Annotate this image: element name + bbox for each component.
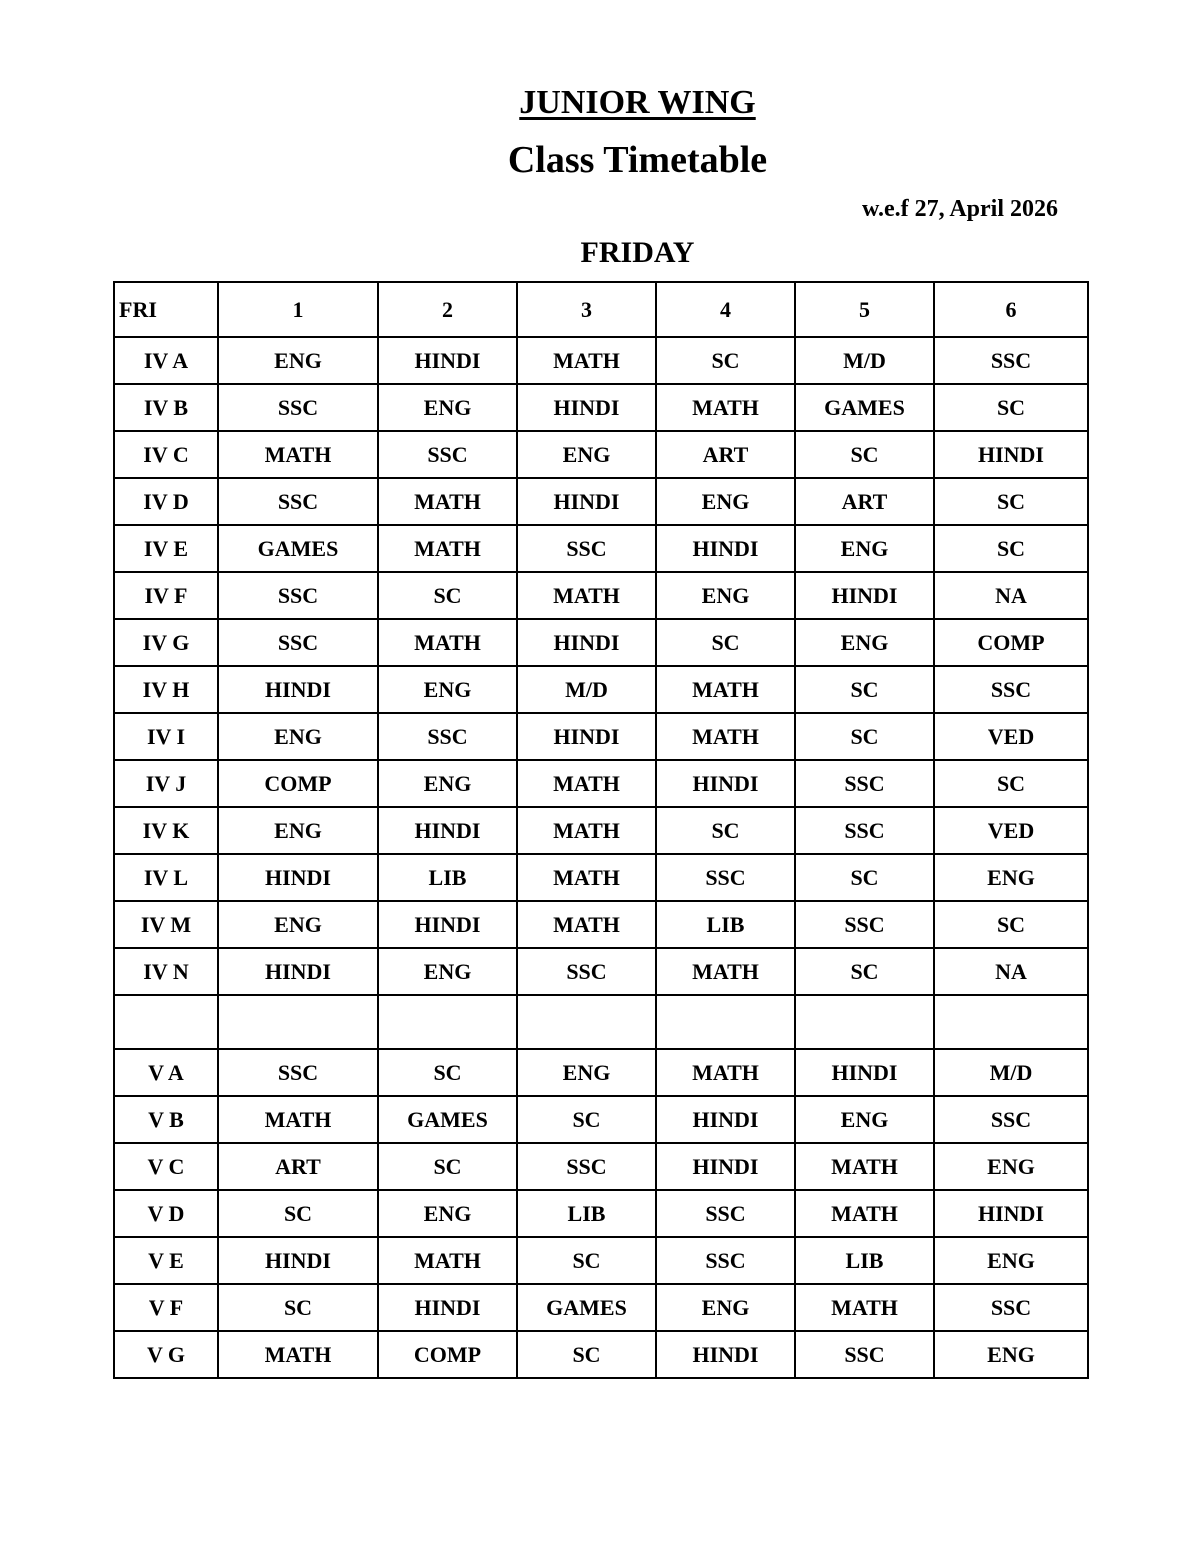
period-cell: SC: [656, 619, 795, 666]
period-cell: SC: [656, 337, 795, 384]
class-label: V A: [114, 1049, 218, 1096]
class-label: IV F: [114, 572, 218, 619]
period-cell: LIB: [795, 1237, 934, 1284]
period-cell: ENG: [378, 384, 517, 431]
class-label: IV K: [114, 807, 218, 854]
period-cell: SSC: [378, 713, 517, 760]
period-cell: ENG: [517, 1049, 656, 1096]
class-label: V G: [114, 1331, 218, 1378]
table-row: [114, 1049, 1088, 1096]
period-cell: HINDI: [795, 572, 934, 619]
period-cell: [934, 995, 1088, 1049]
period-cell: SSC: [378, 431, 517, 478]
period-cell: SC: [218, 1284, 378, 1331]
period-cell: HINDI: [218, 948, 378, 995]
period-cell: ENG: [378, 666, 517, 713]
column-header: 4: [656, 282, 795, 337]
period-cell: SC: [934, 901, 1088, 948]
period-cell: SSC: [218, 384, 378, 431]
period-cell: MATH: [656, 666, 795, 713]
period-cell: COMP: [378, 1331, 517, 1378]
period-cell: ENG: [378, 760, 517, 807]
period-cell: [517, 995, 656, 1049]
period-cell: ENG: [934, 1143, 1088, 1190]
period-cell: HINDI: [517, 384, 656, 431]
table-row: [114, 384, 1088, 431]
period-cell: HINDI: [656, 760, 795, 807]
period-cell: HINDI: [517, 619, 656, 666]
period-cell: COMP: [218, 760, 378, 807]
period-cell: ART: [218, 1143, 378, 1190]
period-cell: HINDI: [378, 901, 517, 948]
period-cell: SSC: [795, 1331, 934, 1378]
period-cell: SC: [656, 807, 795, 854]
column-header: FRI: [114, 282, 218, 337]
period-cell: SC: [517, 1331, 656, 1378]
period-cell: NA: [934, 572, 1088, 619]
period-cell: SC: [795, 854, 934, 901]
period-cell: M/D: [934, 1049, 1088, 1096]
table-row: [114, 1331, 1088, 1378]
period-cell: SSC: [517, 948, 656, 995]
period-cell: [218, 995, 378, 1049]
period-cell: COMP: [934, 619, 1088, 666]
class-label: IV M: [114, 901, 218, 948]
header-row: [114, 282, 1088, 337]
period-cell: VED: [934, 713, 1088, 760]
period-cell: SSC: [934, 1284, 1088, 1331]
period-cell: SSC: [656, 1190, 795, 1237]
period-cell: MATH: [795, 1190, 934, 1237]
period-cell: GAMES: [218, 525, 378, 572]
column-header: 1: [218, 282, 378, 337]
period-cell: LIB: [378, 854, 517, 901]
period-cell: MATH: [517, 337, 656, 384]
period-cell: MATH: [378, 619, 517, 666]
period-cell: MATH: [517, 854, 656, 901]
period-cell: ENG: [656, 572, 795, 619]
table-row: [114, 713, 1088, 760]
period-cell: SC: [378, 572, 517, 619]
table-row: [114, 1143, 1088, 1190]
class-label: IV L: [114, 854, 218, 901]
period-cell: MATH: [517, 572, 656, 619]
period-cell: HINDI: [378, 337, 517, 384]
period-cell: SC: [934, 478, 1088, 525]
period-cell: SC: [218, 1190, 378, 1237]
page-subtitle: Class Timetable: [507, 139, 768, 181]
period-cell: SSC: [934, 337, 1088, 384]
period-cell: HINDI: [656, 1096, 795, 1143]
period-cell: MATH: [517, 901, 656, 948]
table-row: [114, 854, 1088, 901]
period-cell: ENG: [656, 478, 795, 525]
period-cell: ENG: [795, 619, 934, 666]
period-cell: HINDI: [656, 1331, 795, 1378]
period-cell: GAMES: [517, 1284, 656, 1331]
period-cell: SSC: [517, 525, 656, 572]
period-cell: MATH: [218, 1096, 378, 1143]
period-cell: GAMES: [795, 384, 934, 431]
effective-date: w.e.f 27, April 2026: [862, 196, 1058, 222]
class-label: IV B: [114, 384, 218, 431]
period-cell: ENG: [795, 525, 934, 572]
table-row: [114, 1096, 1088, 1143]
period-cell: SSC: [656, 854, 795, 901]
period-cell: SC: [934, 525, 1088, 572]
period-cell: SSC: [795, 760, 934, 807]
page-title: JUNIOR WING: [519, 84, 756, 121]
period-cell: SSC: [218, 1049, 378, 1096]
class-label: V D: [114, 1190, 218, 1237]
table-row: [114, 431, 1088, 478]
period-cell: M/D: [517, 666, 656, 713]
table-row: [114, 901, 1088, 948]
period-cell: MATH: [517, 760, 656, 807]
period-cell: SSC: [218, 478, 378, 525]
table-row: [114, 1284, 1088, 1331]
class-label: IV A: [114, 337, 218, 384]
period-cell: [795, 995, 934, 1049]
period-cell: SSC: [517, 1143, 656, 1190]
table-row: [114, 760, 1088, 807]
table-row: [114, 525, 1088, 572]
period-cell: HINDI: [218, 854, 378, 901]
period-cell: VED: [934, 807, 1088, 854]
period-cell: ART: [795, 478, 934, 525]
class-label: IV C: [114, 431, 218, 478]
class-label: V F: [114, 1284, 218, 1331]
period-cell: SC: [517, 1096, 656, 1143]
period-cell: LIB: [517, 1190, 656, 1237]
period-cell: SC: [378, 1143, 517, 1190]
class-label: IV E: [114, 525, 218, 572]
day-heading: FRIDAY: [580, 236, 695, 269]
column-header: 3: [517, 282, 656, 337]
period-cell: SC: [934, 384, 1088, 431]
period-cell: HINDI: [378, 1284, 517, 1331]
period-cell: HINDI: [218, 1237, 378, 1284]
period-cell: ENG: [795, 1096, 934, 1143]
period-cell: ENG: [656, 1284, 795, 1331]
period-cell: SSC: [218, 619, 378, 666]
period-cell: HINDI: [517, 478, 656, 525]
period-cell: HINDI: [378, 807, 517, 854]
period-cell: MATH: [378, 525, 517, 572]
class-label: V B: [114, 1096, 218, 1143]
period-cell: ART: [656, 431, 795, 478]
period-cell: MATH: [795, 1143, 934, 1190]
period-cell: SSC: [656, 1237, 795, 1284]
period-cell: SSC: [218, 572, 378, 619]
period-cell: SSC: [795, 807, 934, 854]
period-cell: ENG: [934, 1331, 1088, 1378]
period-cell: MATH: [795, 1284, 934, 1331]
class-label: V C: [114, 1143, 218, 1190]
period-cell: SC: [795, 948, 934, 995]
period-cell: ENG: [934, 854, 1088, 901]
column-header: 2: [378, 282, 517, 337]
period-cell: LIB: [656, 901, 795, 948]
period-cell: ENG: [218, 713, 378, 760]
period-cell: ENG: [378, 948, 517, 995]
period-cell: HINDI: [517, 713, 656, 760]
table-row: [114, 478, 1088, 525]
class-label: IV I: [114, 713, 218, 760]
period-cell: MATH: [656, 713, 795, 760]
table-row: [114, 337, 1088, 384]
period-cell: GAMES: [378, 1096, 517, 1143]
period-cell: SSC: [934, 1096, 1088, 1143]
table-row: [114, 619, 1088, 666]
period-cell: ENG: [218, 337, 378, 384]
period-cell: MATH: [378, 1237, 517, 1284]
table-row: [114, 807, 1088, 854]
period-cell: SC: [795, 431, 934, 478]
period-cell: HINDI: [656, 1143, 795, 1190]
class-label: IV N: [114, 948, 218, 995]
class-label: IV G: [114, 619, 218, 666]
period-cell: HINDI: [656, 525, 795, 572]
period-cell: MATH: [656, 1049, 795, 1096]
period-cell: SSC: [795, 901, 934, 948]
class-label: IV D: [114, 478, 218, 525]
period-cell: [656, 995, 795, 1049]
table-row: [114, 948, 1088, 995]
period-cell: MATH: [378, 478, 517, 525]
period-cell: HINDI: [934, 1190, 1088, 1237]
table-row: [114, 1237, 1088, 1284]
timetable: [113, 281, 1089, 1379]
period-cell: NA: [934, 948, 1088, 995]
table-row: [114, 666, 1088, 713]
period-cell: ENG: [517, 431, 656, 478]
class-label: V E: [114, 1237, 218, 1284]
class-label: IV H: [114, 666, 218, 713]
period-cell: MATH: [218, 1331, 378, 1378]
class-label: [114, 995, 218, 1049]
column-header: 5: [795, 282, 934, 337]
period-cell: ENG: [218, 807, 378, 854]
period-cell: SSC: [934, 666, 1088, 713]
period-cell: HINDI: [934, 431, 1088, 478]
column-header: 6: [934, 282, 1088, 337]
period-cell: MATH: [656, 384, 795, 431]
table-row: [114, 1190, 1088, 1237]
table-row: [114, 995, 1088, 1049]
period-cell: MATH: [218, 431, 378, 478]
period-cell: [378, 995, 517, 1049]
period-cell: SC: [517, 1237, 656, 1284]
period-cell: MATH: [656, 948, 795, 995]
period-cell: SC: [378, 1049, 517, 1096]
period-cell: M/D: [795, 337, 934, 384]
period-cell: ENG: [934, 1237, 1088, 1284]
period-cell: HINDI: [218, 666, 378, 713]
period-cell: ENG: [218, 901, 378, 948]
period-cell: SC: [934, 760, 1088, 807]
period-cell: HINDI: [795, 1049, 934, 1096]
period-cell: ENG: [378, 1190, 517, 1237]
period-cell: MATH: [517, 807, 656, 854]
table-row: [114, 572, 1088, 619]
period-cell: SC: [795, 713, 934, 760]
period-cell: SC: [795, 666, 934, 713]
class-label: IV J: [114, 760, 218, 807]
